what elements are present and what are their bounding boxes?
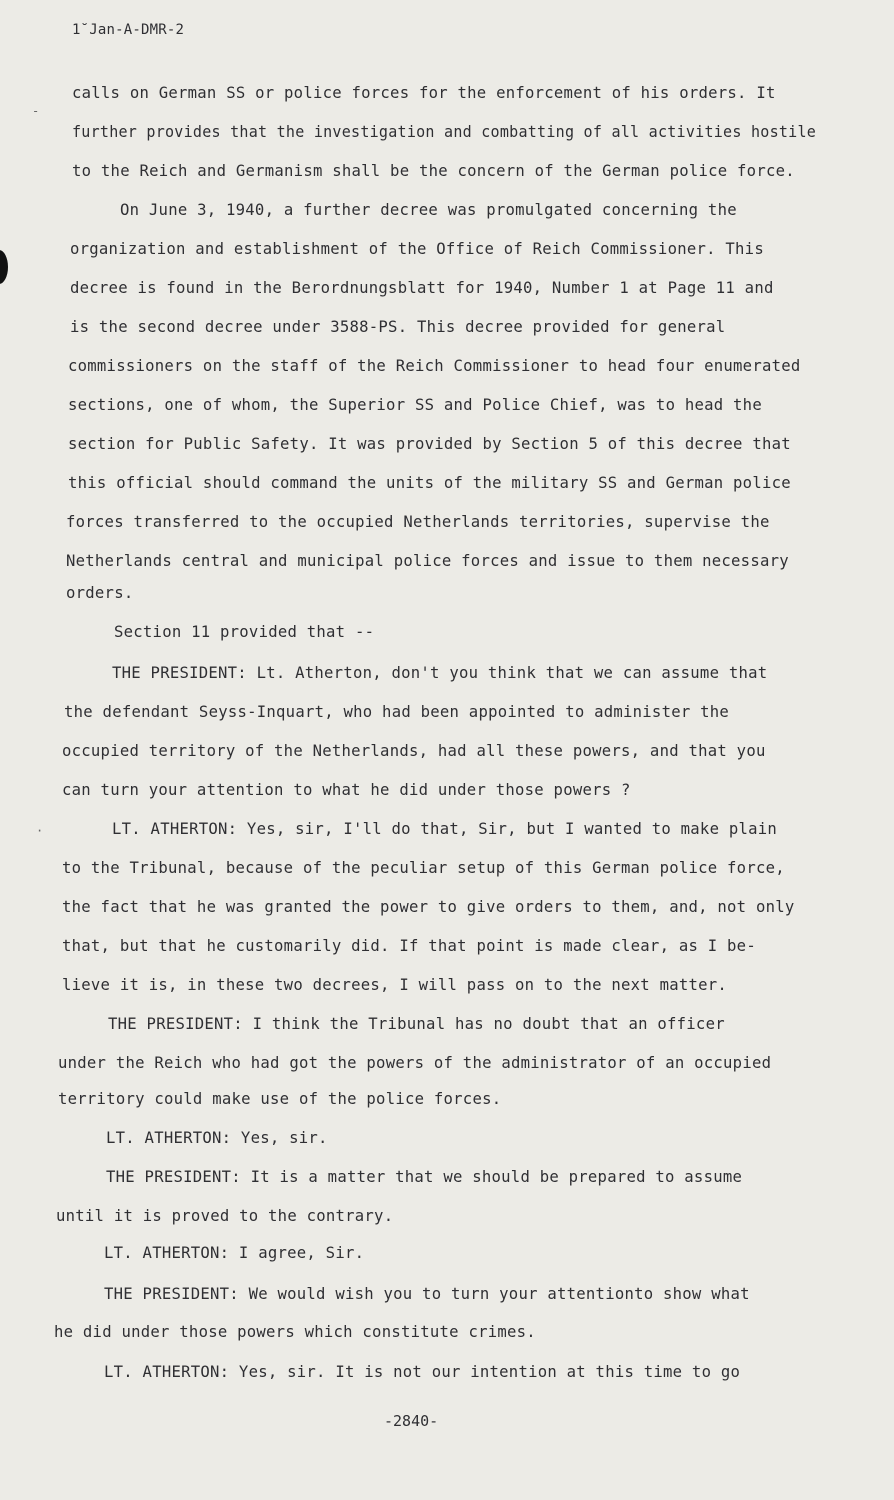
text-line: THE PRESIDENT: It is a matter that we should be prepared to assume xyxy=(106,1168,743,1186)
text-line: further provides that the investigation and combatting of all activities hostile xyxy=(72,123,817,141)
document-header: 1̆ Jan-A-DMR-2 xyxy=(72,22,185,38)
text-line: territory could make use of the police forces. xyxy=(58,1090,502,1108)
text-line: sections, one of whom, the Superior SS and Police Chief, was to head the xyxy=(68,396,762,414)
text-line: to the Tribunal, because of the peculiar setup of this German police force, xyxy=(62,859,785,877)
text-line: occupied territory of the Netherlands, had all these powers, and that you xyxy=(62,742,766,760)
text-line: he did under those powers which constitute crimes. xyxy=(54,1323,536,1341)
text-line: LT. ATHERTON: Yes, sir. It is not our intention at this time to go xyxy=(104,1363,741,1381)
margin-mark: - xyxy=(32,104,40,118)
text-line: forces transferred to the occupied Netherlands territories, supervise the xyxy=(66,513,770,531)
text-line: this official should command the units of the military SS and German police xyxy=(68,474,791,492)
text-line: lieve it is, in these two decrees, I will pass on to the next matter. xyxy=(62,976,728,994)
text-line: calls on German SS or police forces for the enforcement of his orders. It xyxy=(72,84,776,102)
text-line: THE PRESIDENT: Lt. Atherton, don't you think that we can assume that xyxy=(112,664,768,682)
text-line: that, but that he customarily did. If that point is made clear, as I be- xyxy=(62,937,756,955)
text-line: Netherlands central and municipal police forces and issue to them necessary xyxy=(66,552,789,570)
binding-hole-mark xyxy=(0,250,8,284)
text-line: is the second decree under 3588-PS. This decree provided for general xyxy=(70,318,726,336)
text-line: the fact that he was granted the power to give orders to them, and, not only xyxy=(62,898,795,916)
text-line: LT. ATHERTON: I agree, Sir. xyxy=(104,1244,365,1262)
text-line: the defendant Seyss-Inquart, who had been appointed to administer the xyxy=(64,703,730,721)
text-line: until it is proved to the contrary. xyxy=(56,1207,394,1225)
text-line: decree is found in the Berordnungsblatt for 1940, Number 1 at Page 11 and xyxy=(70,279,774,297)
text-line: organization and establishment of the Office of Reich Commissioner. This xyxy=(70,240,764,258)
text-line: THE PRESIDENT: I think the Tribunal has no doubt that an officer xyxy=(108,1015,725,1033)
text-line: orders. xyxy=(66,584,134,602)
text-line: LT. ATHERTON: Yes, sir, I'll do that, Sir, but I wanted to make plain xyxy=(112,820,778,838)
text-line: commissioners on the staff of the Reich Commissioner to head four enumerated xyxy=(68,357,801,375)
text-line: LT. ATHERTON: Yes, sir. xyxy=(106,1129,328,1147)
page-number: -2840- xyxy=(384,1412,439,1430)
text-line: THE PRESIDENT: We would wish you to turn your attentionto show what xyxy=(104,1285,750,1303)
text-line: can turn your attention to what he did under those powers ? xyxy=(62,781,631,799)
margin-mark: · xyxy=(36,824,44,838)
text-line: to the Reich and Germanism shall be the concern of the German police force. xyxy=(72,162,795,180)
text-line: under the Reich who had got the powers of the administrator of an occupied xyxy=(58,1054,772,1072)
text-line: section for Public Safety. It was provided by Section 5 of this decree that xyxy=(68,435,791,453)
text-line: Section 11 provided that -- xyxy=(114,623,375,641)
text-line: On June 3, 1940, a further decree was promulgated concerning the xyxy=(120,201,737,219)
